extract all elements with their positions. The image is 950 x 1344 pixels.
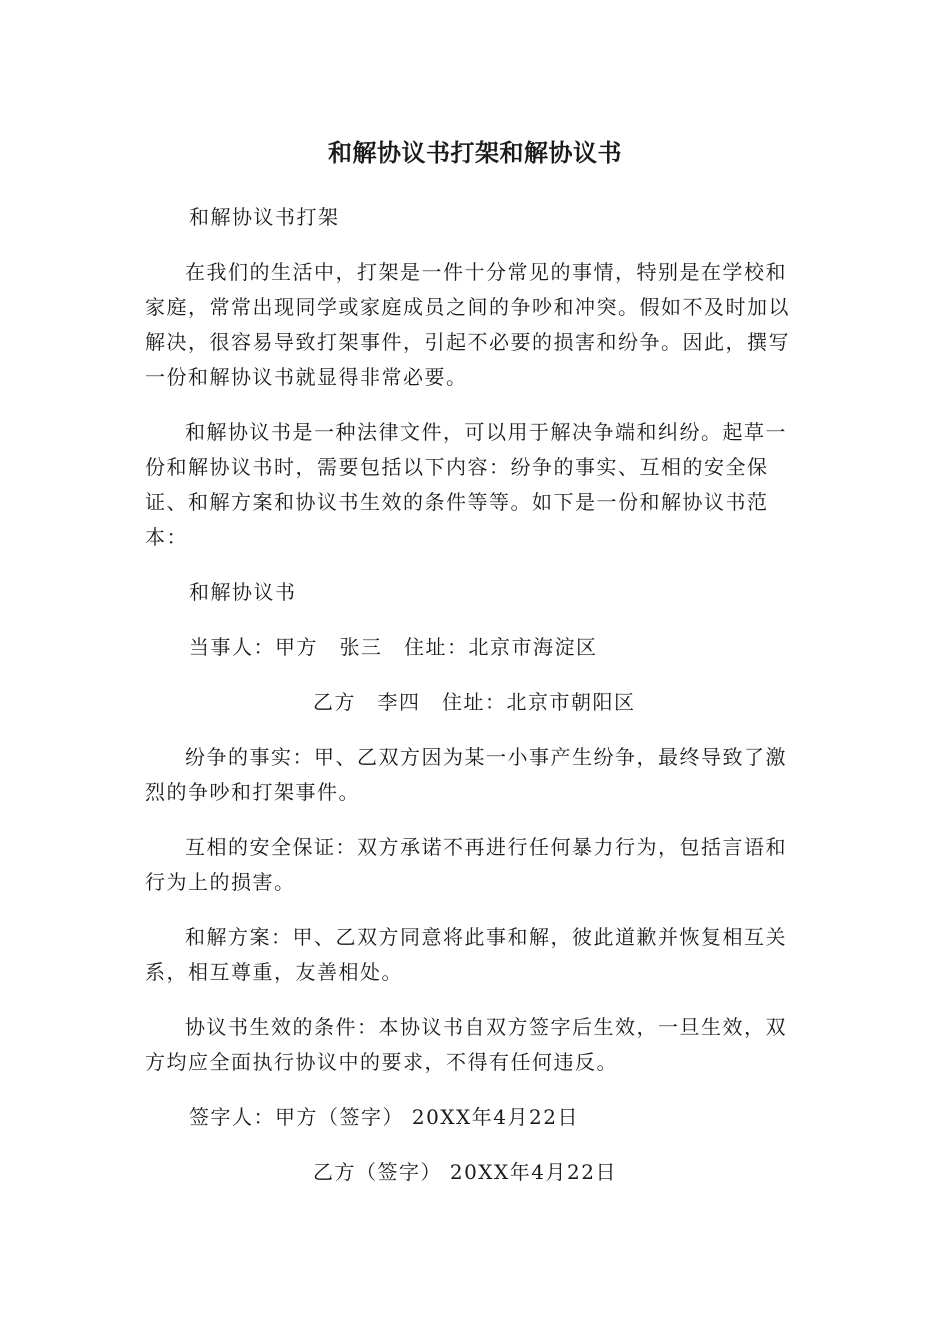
party-b-line: 乙方 李四 住址：北京市朝阳区 [313, 690, 636, 714]
signature-a-line: 签字人：甲方（签字） 20XX年4月22日 [189, 1105, 579, 1129]
facts-paragraph: 纷争的事实：甲、乙双方因为某一小事产生纷争，最终导致了激烈的争吵和打架事件。 [145, 745, 787, 804]
conditions-paragraph: 协议书生效的条件：本协议书自双方签字后生效，一旦生效，双方均应全面执行协议中的要求，不得有任何违反。 [145, 1015, 787, 1074]
sample-title: 和解协议书 [189, 580, 297, 604]
party-a-line: 当事人：甲方 张三 住址：北京市海淀区 [189, 635, 598, 659]
subheading: 和解协议书打架 [189, 205, 340, 229]
intro-paragraph-1: 在我们的生活中，打架是一件十分常见的事情，特别是在学校和家庭，常常出现同学或家庭成员之间的争吵和冲突。假如不及时加以解决，很容易导致打架事件，引起不必要的损害和纷争。因此，撰写一份和解协议书就显得非常必要。 [145, 260, 790, 389]
document-body [145, 200, 805, 1210]
intro-paragraph-2: 和解协议书是一种法律文件，可以用于解决争端和纠纷。起草一份和解协议书时，需要包括以下内容：纷争的事实、互相的安全保证、和解方案和协议书生效的条件等等。如下是一份和解协议书范本： [145, 420, 787, 549]
guarantee-paragraph: 互相的安全保证：双方承诺不再进行任何暴力行为，包括言语和行为上的损害。 [145, 835, 787, 894]
plan-paragraph: 和解方案：甲、乙双方同意将此事和解，彼此道歉并恢复相互关系，相互尊重，友善相处。 [145, 925, 787, 984]
document-title: 和解协议书打架和解协议书 [328, 139, 622, 167]
signature-b-line: 乙方（签字） 20XX年4月22日 [313, 1160, 617, 1184]
